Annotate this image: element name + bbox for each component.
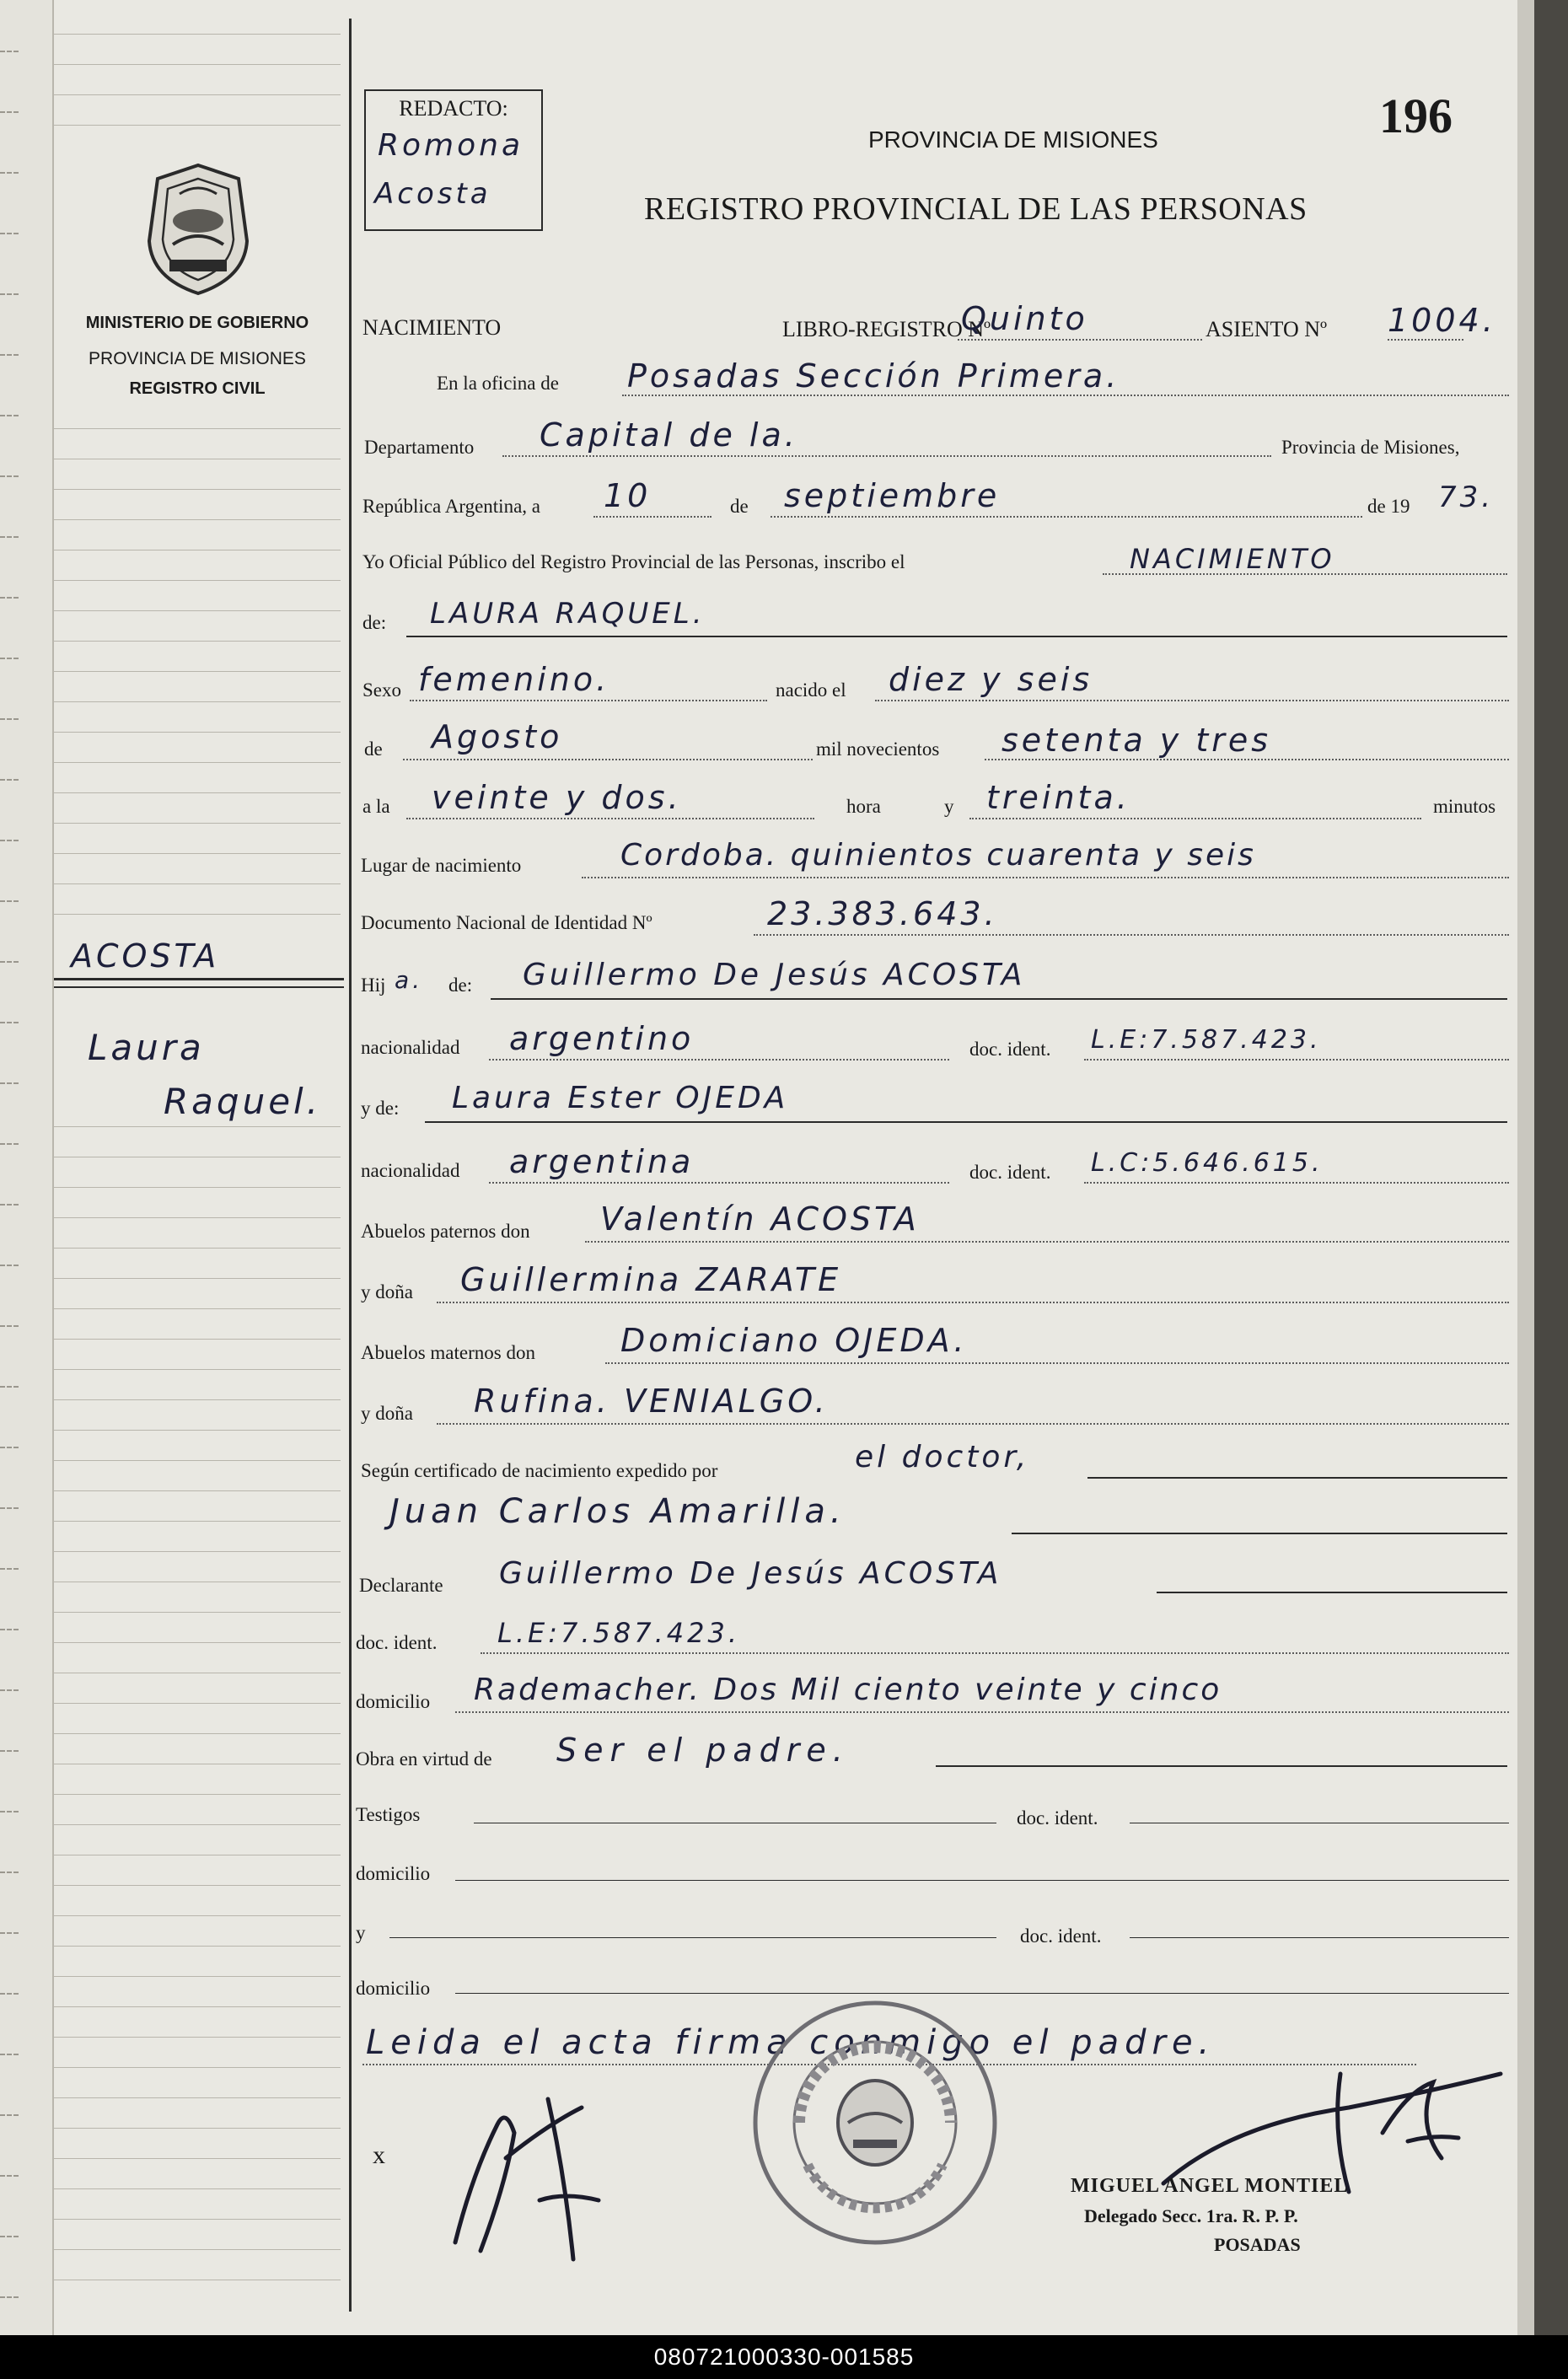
padre-value: Guillermo De Jesús ACOSTA — [523, 958, 1026, 992]
ledger-rule — [54, 1794, 341, 1795]
binding-tick — [0, 1629, 19, 1630]
obra-value: Ser el padre. — [556, 1732, 850, 1769]
coat-of-arms-icon — [139, 160, 257, 299]
archive-footer: 080721000330-001585 — [0, 2335, 1568, 2379]
ledger-rule — [54, 883, 341, 884]
ledger-rule — [54, 2158, 341, 2159]
madre-value: Laura Ester OJEDA — [452, 1081, 789, 1115]
official-title: Delegado Secc. 1ra. R. P. P. — [1084, 2205, 1298, 2226]
margin-surname: ACOSTA — [71, 937, 220, 975]
test-doc2-label: doc. ident. — [1020, 1925, 1102, 1947]
padre-line — [491, 998, 1507, 1000]
nacido-line — [875, 700, 1509, 701]
binding-tick — [0, 1689, 19, 1691]
ledger-rule — [54, 792, 341, 793]
declarante-line — [1157, 1592, 1507, 1593]
hora-label: hora — [846, 796, 881, 817]
redacto-line2: Acosta — [374, 177, 491, 211]
ledger-rule — [54, 2037, 341, 2038]
binding-tick — [0, 354, 19, 356]
binding-tick — [0, 1325, 19, 1327]
binding-tick — [0, 51, 19, 52]
ledger-rule — [54, 2219, 341, 2220]
ledger-rule — [54, 1733, 341, 1734]
page-edge-dark — [1534, 0, 1568, 2335]
doc-decl-label: doc. ident. — [356, 1632, 438, 1653]
official-city: POSADAS — [1214, 2234, 1301, 2255]
certificado-label: Según certificado de nacimiento expedido por — [361, 1460, 718, 1481]
domicilio-label: domicilio — [356, 1691, 431, 1712]
dni-line — [754, 934, 1509, 936]
binding-tick — [0, 1811, 19, 1812]
ledger-rule — [54, 2006, 341, 2007]
doctor-line — [1012, 1533, 1507, 1534]
provincia-label: Provincia de Misiones, — [1281, 437, 1460, 458]
abuelo-pat-line — [585, 1241, 1509, 1243]
page-edge — [1517, 0, 1536, 2335]
obra-label: Obra en virtud de — [356, 1748, 492, 1769]
nac-madre-label: nacionalidad — [361, 1160, 460, 1181]
margin-column — [54, 0, 347, 2335]
ledger-rule — [54, 1339, 341, 1340]
header-province: PROVINCIA DE MISIONES — [868, 126, 1158, 153]
ledger-rule — [54, 1824, 341, 1825]
ledger-rule — [54, 641, 341, 642]
libro-label: LIBRO-REGISTRO Nº — [782, 317, 991, 341]
ydona-pat-label: y doña — [361, 1281, 413, 1302]
dia-line — [593, 516, 712, 518]
binding-tick — [0, 1932, 19, 1934]
oficina-label: En la oficina de — [437, 373, 559, 394]
ledger-rule — [54, 125, 341, 126]
doctor-value: Juan Carlos Amarilla. — [389, 1492, 846, 1531]
lugar-value: Cordoba. quinientos cuarenta y seis — [620, 838, 1256, 873]
libro-value: Quinto — [961, 300, 1088, 337]
ledger-rule — [54, 2128, 341, 2129]
certificado-value: el doctor, — [855, 1440, 1030, 1474]
test-doc2-line — [1130, 1937, 1509, 1938]
ledger-rule — [54, 671, 341, 672]
page-number: 196 — [1379, 89, 1453, 143]
binding-tick — [0, 961, 19, 963]
binding-tick — [0, 2236, 19, 2237]
ledger-rule — [54, 2249, 341, 2250]
binding-tick — [0, 1204, 19, 1206]
doc-madre-label: doc. ident. — [969, 1162, 1051, 1183]
nombre-line — [406, 636, 1507, 637]
de3-label: de — [364, 738, 383, 760]
mes-value: septiembre — [784, 477, 1001, 514]
doc-decl-value: L.E:7.587.423. — [497, 1617, 741, 1649]
ledger-rule — [54, 519, 341, 520]
de-anio-label: de 19 — [1367, 496, 1410, 517]
ledger-rule — [54, 2188, 341, 2189]
column-divider — [349, 19, 352, 2312]
sexo-label: Sexo — [362, 679, 401, 701]
doc-padre-value: L.E:7.587.423. — [1091, 1025, 1322, 1055]
ala-label: a la — [362, 796, 390, 817]
binding-tick — [0, 2175, 19, 2177]
official-name: MIGUEL ANGEL MONTIEL — [1071, 2175, 1349, 2197]
binding-tick — [0, 1082, 19, 1084]
ledger-rule — [54, 1187, 341, 1188]
ledger-rule — [54, 732, 341, 733]
ledger-rule — [54, 914, 341, 915]
test-dom2-label: domicilio — [356, 1978, 431, 1999]
oficina-line — [622, 395, 1509, 396]
anio-value: 73. — [1438, 481, 1495, 514]
hija-de-label: de: — [448, 975, 473, 996]
binding-tick — [0, 415, 19, 416]
binding-tick — [0, 475, 19, 477]
lugar-line — [582, 877, 1509, 878]
minutos-line — [969, 818, 1421, 819]
nac-madre-value: argentina — [509, 1143, 695, 1180]
leida-value: Leida el acta firma conmigo el padre. — [366, 2023, 1216, 2062]
nac-padre-label: nacionalidad — [361, 1037, 460, 1058]
binding-tick — [0, 1507, 19, 1509]
asiento-label: ASIENTO Nº — [1206, 317, 1328, 341]
binding-tick — [0, 233, 19, 234]
doc-padre-line — [1084, 1059, 1509, 1061]
ledger-rule — [54, 580, 341, 581]
hija-label: Hij — [361, 975, 386, 996]
ledger-rule — [54, 1248, 341, 1249]
test-y-line — [389, 1937, 996, 1938]
nac-padre-value: argentino — [509, 1020, 695, 1057]
domicilio-line — [455, 1711, 1509, 1713]
mil-label: mil novecientos — [816, 738, 940, 760]
ledger-rule — [54, 701, 341, 702]
libro-line — [958, 339, 1202, 341]
hora-line — [406, 818, 814, 819]
redacto-box — [364, 89, 543, 231]
nombre-value: LAURA RAQUEL. — [430, 597, 706, 631]
dia-value: 10 — [604, 477, 652, 514]
obra-line — [936, 1765, 1507, 1767]
yde-label: y de: — [361, 1098, 400, 1119]
doc-decl-line — [481, 1652, 1509, 1654]
minutos-value: treinta. — [986, 779, 1130, 816]
ledger-rule — [54, 1399, 341, 1400]
ledger-rule — [54, 1976, 341, 1977]
abuela-pat-value: Guillermina ZARATE — [460, 1261, 842, 1298]
binding-tick — [0, 111, 19, 113]
ledger-rule — [54, 1490, 341, 1491]
minutos-label: minutos — [1433, 796, 1496, 817]
mes-nac-line — [403, 759, 813, 760]
ledger-rule — [54, 762, 341, 763]
binding-tick — [0, 2296, 19, 2298]
redacto-label: REDACTO: — [399, 96, 508, 121]
ledger-rule — [54, 2097, 341, 2098]
hija-suffix: a. — [395, 966, 424, 994]
anio-nac-line — [985, 759, 1509, 760]
ledger-rule — [54, 1430, 341, 1431]
dni-value: 23.383.643. — [767, 895, 998, 932]
dni-label: Documento Nacional de Identidad Nº — [361, 912, 652, 933]
binding-tick — [0, 900, 19, 902]
inscribo-value: NACIMIENTO — [1130, 543, 1335, 575]
round-seal-icon — [749, 1996, 1001, 2249]
ledger-rule — [54, 1551, 341, 1552]
oficina-value: Posadas Sección Primera. — [627, 357, 1120, 395]
ledger-rule — [54, 1369, 341, 1370]
ledger-rule — [54, 1946, 341, 1947]
record-type: NACIMIENTO — [362, 315, 502, 340]
domicilio-value: Rademacher. Dos Mil ciento veinte y cinco — [474, 1673, 1222, 1707]
madre-line — [425, 1121, 1507, 1123]
certificado-line — [1087, 1477, 1507, 1479]
oficial-label: Yo Oficial Público del Registro Provincial de las Personas, inscribo el — [362, 551, 905, 572]
ledger-rule — [54, 1915, 341, 1916]
binding-tick — [0, 1447, 19, 1448]
ministry-line3: REGISTRO CIVIL — [129, 379, 266, 398]
de-label: de — [730, 496, 749, 517]
binding-tick — [0, 779, 19, 781]
ministry-line1: MINISTERIO DE GOBIERNO — [85, 314, 309, 332]
test-doc-label: doc. ident. — [1017, 1807, 1098, 1829]
republica-label: República Argentina, a — [362, 496, 540, 517]
margin-given2: Raquel. — [164, 1081, 322, 1122]
binding-tick — [0, 1750, 19, 1752]
binding-tick — [0, 1022, 19, 1023]
binding-tick — [0, 658, 19, 659]
ledger-rule — [54, 610, 341, 611]
redacto-line1: Romona — [378, 128, 524, 163]
de2-label: de: — [362, 612, 387, 633]
ledger-rule — [54, 1217, 341, 1218]
abuela-pat-line — [437, 1302, 1509, 1303]
binding-tick — [0, 718, 19, 720]
ledger-rule — [54, 1612, 341, 1613]
test-y-label: y — [356, 1922, 366, 1943]
binding-tick — [0, 1568, 19, 1570]
ydona-mat-label: y doña — [361, 1403, 413, 1424]
asiento-value: 1004. — [1388, 302, 1496, 339]
doc-madre-line — [1084, 1182, 1509, 1184]
sexo-line — [410, 700, 767, 701]
departamento-line — [502, 455, 1271, 457]
abuelo-pat-value: Valentín ACOSTA — [600, 1200, 920, 1238]
mes-nac-value: Agosto — [432, 718, 563, 755]
anio-nac-value: setenta y tres — [1001, 722, 1272, 759]
binding-tick — [0, 2114, 19, 2116]
departamento-value: Capital de la. — [540, 416, 798, 454]
ledger-rule — [54, 1278, 341, 1279]
binding-tick — [0, 597, 19, 599]
ledger-rule — [54, 2067, 341, 2068]
binding-tick — [0, 172, 19, 174]
binding-tick — [0, 1872, 19, 1873]
abuelos-pat-label: Abuelos paternos don — [361, 1221, 530, 1242]
abuela-mat-value: Rufina. VENIALGO. — [474, 1383, 829, 1420]
margin-surname-rule — [54, 978, 344, 980]
nacido-label: nacido el — [776, 679, 846, 701]
test-dom-label: domicilio — [356, 1863, 431, 1884]
doc-madre-value: L.C:5.646.615. — [1091, 1148, 1324, 1178]
binding-strip — [0, 0, 54, 2335]
ledger-rule — [54, 823, 341, 824]
binding-tick — [0, 293, 19, 295]
ledger-rule — [54, 1885, 341, 1886]
ledger-rule — [54, 853, 341, 854]
departamento-label: Departamento — [364, 437, 475, 458]
margin-surname-rule2 — [54, 986, 344, 988]
abuelos-mat-label: Abuelos maternos don — [361, 1342, 535, 1363]
mes-line — [771, 516, 1362, 518]
abuela-mat-line — [437, 1423, 1509, 1425]
ledger-rule — [54, 1521, 341, 1522]
declarante-label: Declarante — [359, 1575, 443, 1596]
ledger-rule — [54, 1126, 341, 1127]
ledger-rule — [54, 64, 341, 65]
ledger-rule — [54, 1460, 341, 1461]
doc-padre-label: doc. ident. — [969, 1039, 1051, 1060]
binding-tick — [0, 840, 19, 841]
header-title: REGISTRO PROVINCIAL DE LAS PERSONAS — [644, 191, 1308, 227]
binding-tick — [0, 536, 19, 538]
ledger-rule — [54, 428, 341, 429]
ministry-line2: PROVINCIA DE MISIONES — [89, 349, 306, 368]
ledger-rule — [54, 1308, 341, 1309]
margin-given1: Laura — [88, 1027, 205, 1068]
binding-tick — [0, 1386, 19, 1388]
ledger-rule — [54, 489, 341, 490]
asiento-line — [1388, 339, 1463, 341]
y-label: y — [944, 796, 954, 817]
nac-padre-line — [489, 1059, 949, 1061]
ledger-rule — [54, 1642, 341, 1643]
binding-tick — [0, 1993, 19, 1995]
ledger-rule — [54, 34, 341, 35]
test-dom2-line — [455, 1993, 1509, 1994]
father-signature-icon — [422, 2074, 641, 2276]
x-mark: x — [373, 2141, 385, 2169]
hora-value: veinte y dos. — [432, 779, 682, 816]
abuelo-mat-value: Domiciano OJEDA. — [620, 1322, 968, 1359]
binding-tick — [0, 2054, 19, 2055]
inscribo-line — [1103, 573, 1507, 575]
declarante-value: Guillermo De Jesús ACOSTA — [499, 1556, 1002, 1591]
lugar-label: Lugar de nacimiento — [361, 855, 522, 876]
testigos-label: Testigos — [356, 1804, 421, 1825]
binding-tick — [0, 1265, 19, 1266]
test-dom-line — [455, 1880, 1509, 1881]
ledger-rule — [54, 94, 341, 95]
abuelo-mat-line — [605, 1362, 1509, 1364]
nac-madre-line — [489, 1182, 949, 1184]
binding-tick — [0, 1143, 19, 1145]
nacido-value: diez y seis — [889, 661, 1093, 698]
ledger-rule — [54, 1703, 341, 1704]
sexo-value: femenino. — [418, 661, 610, 698]
